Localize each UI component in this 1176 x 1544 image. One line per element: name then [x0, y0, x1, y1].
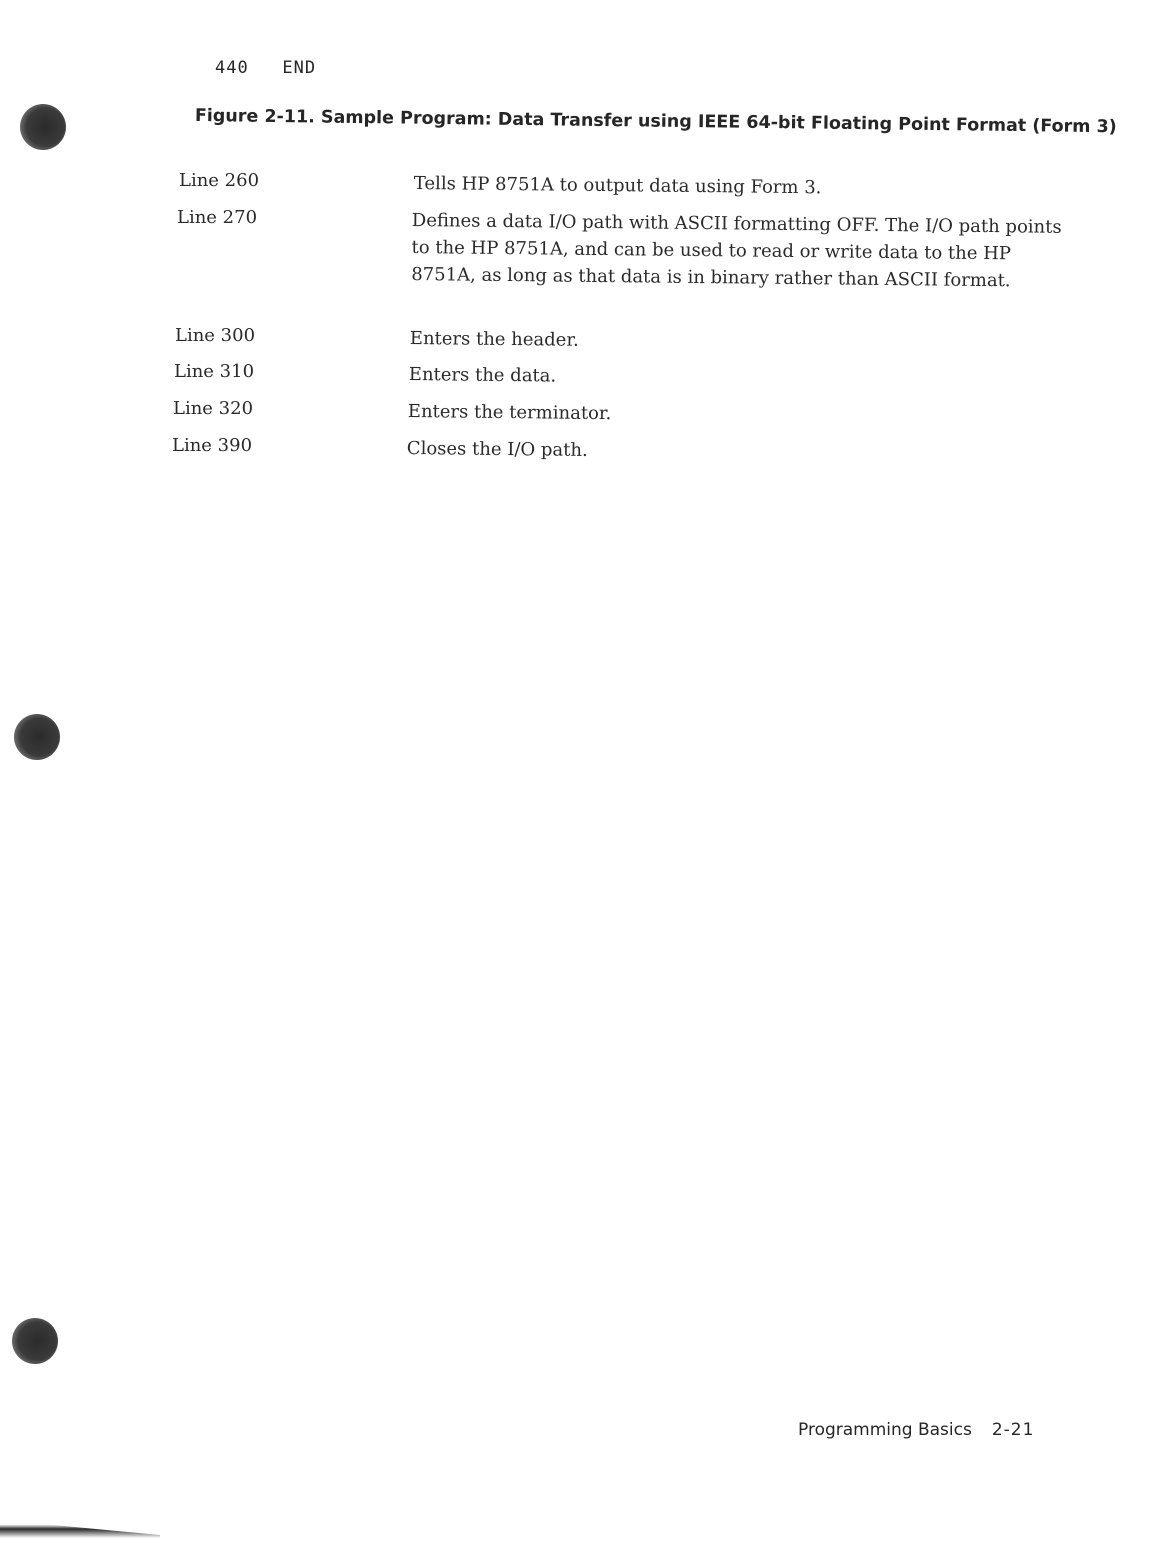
figure-caption: Figure 2-11. Sample Program: Data Transfer using IEEE 64-bit Floating Point Format (Form 3): [194, 106, 1117, 138]
line-description: Defines a data I/O path with ASCII formatting OFF. The I/O path points to the HP 8751A, and can be used to read or write data to the HP 8751A, as long as that data is in binary rather than ASCII format.: [411, 209, 1062, 292]
footer-page-number: 2-21: [991, 1420, 1035, 1440]
line-description: Enters the terminator.: [407, 400, 612, 425]
line-number-label: Line 310: [174, 361, 255, 382]
footer-section-title: Programming Basics: [798, 1420, 972, 1440]
line-description: Tells HP 8751A to output data using Form 3.: [413, 172, 822, 199]
line-number-label: Line 320: [173, 398, 254, 419]
line-number-label: Line 390: [172, 435, 253, 456]
line-description: Closes the I/O path.: [406, 437, 588, 461]
program-code-line: 440 END: [215, 58, 317, 78]
line-number-label: Line 260: [179, 170, 260, 191]
line-description: Enters the header.: [409, 327, 579, 351]
line-number-label: Line 300: [175, 325, 256, 346]
line-description: Enters the data.: [408, 363, 557, 387]
line-number-label: Line 270: [177, 207, 258, 228]
page-footer: [798, 1420, 1034, 1440]
